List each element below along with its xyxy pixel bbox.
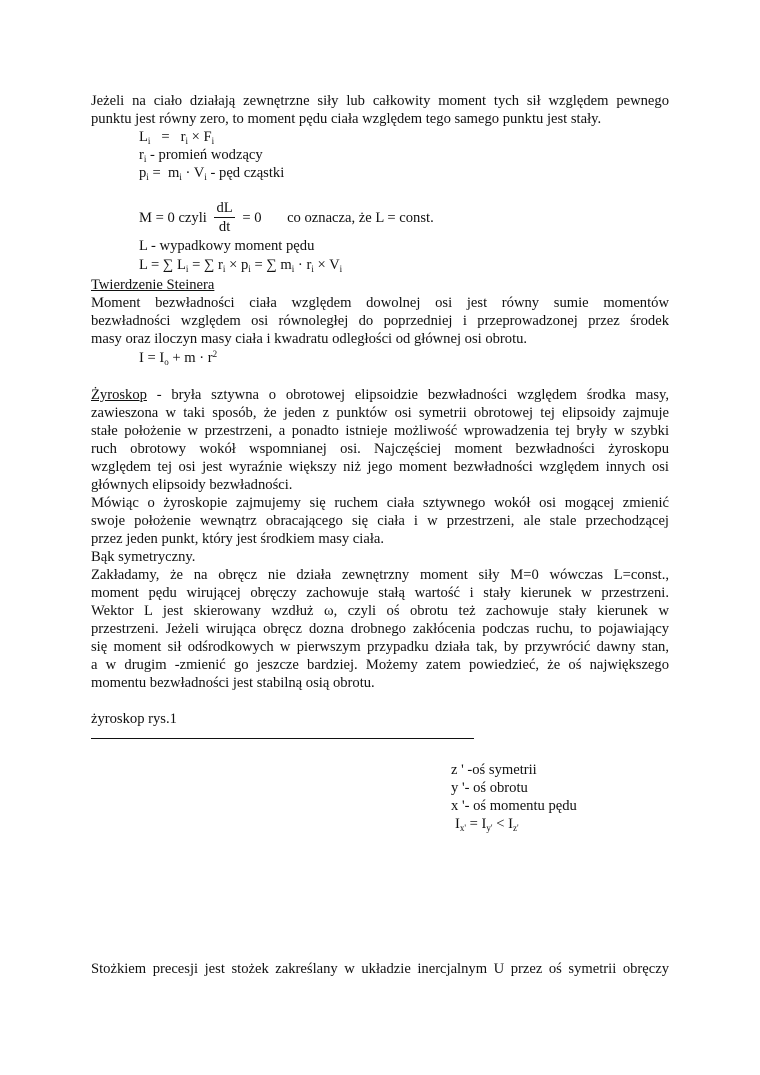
symbol-r: r xyxy=(306,257,312,273)
sub-i: i xyxy=(185,136,188,146)
steiner-line-1: Moment bezwładności ciała względem dowolnej osi jest równy sumie momentów xyxy=(91,295,669,311)
symbol-m: m xyxy=(168,165,180,181)
dot-sign: · xyxy=(185,165,191,181)
sub-i: i xyxy=(146,172,149,182)
symbol-I: I xyxy=(455,816,460,832)
sub-i: i xyxy=(185,264,189,274)
momentum-definition xyxy=(139,164,284,182)
sub-z-prime: z' xyxy=(512,823,519,833)
legend-z-axis: z ' -oś symetrii xyxy=(451,762,537,778)
less-than-sign: < xyxy=(496,816,505,832)
sub-y-prime: y' xyxy=(486,823,493,833)
symbol-p: p xyxy=(240,257,249,273)
steiner-formula-lhs: I = I xyxy=(139,350,165,366)
equals-sign: = xyxy=(254,257,263,273)
conservation-lhs: M = 0 czyli xyxy=(139,209,207,226)
radius-vector-text: - promień wodzący xyxy=(146,147,263,163)
total-momentum-definition: L - wypadkowy moment pędu xyxy=(139,238,315,254)
equals-sign: = xyxy=(192,257,201,273)
gyro-p2-line-1: Mówiąc o żyroskopie zajmujemy się ruchem ciała sztywnego wokół osi mogącej zmienić xyxy=(91,495,669,511)
intro-line-2: punktu jest równy zero, to moment pędu ciała względem tego samego punktu jest stały. xyxy=(91,111,602,127)
legend-y-axis: y '- oś obrotu xyxy=(451,780,528,796)
gyro-p3-line-7: momentu bezwładności jest stabilną osią obrotu. xyxy=(91,675,375,691)
steiner-line-3: masy oraz iloczyn masy ciała i kwadratu odległości od głównej osi obrotu. xyxy=(91,331,528,347)
sub-i: i xyxy=(143,154,147,164)
symbol-r: r xyxy=(139,147,144,163)
cross-sign: × xyxy=(229,257,238,273)
sub-i: i xyxy=(291,264,295,274)
steiner-formula-mid: + m · r xyxy=(168,350,213,366)
symbol-L: L xyxy=(139,257,148,273)
symbol-I: I xyxy=(508,816,513,832)
gyro-p3-line-4: przestrzeni. Jeżeli wirująca obręcz dozna drobnego zakłócenia podczas ruchu, to pojawiający xyxy=(91,621,669,637)
steiner-section xyxy=(91,276,669,348)
legend-x-axis: x '- oś momentu pędu xyxy=(451,798,577,814)
conservation-equation xyxy=(139,200,434,237)
symbol-L: L xyxy=(176,257,186,273)
figure-caption: żyroskop rys.1 xyxy=(91,711,177,727)
inertia-relation xyxy=(451,815,671,833)
fraction-numerator: dL xyxy=(216,200,233,216)
steiner-formula xyxy=(139,349,217,367)
equals-sign: = xyxy=(161,129,170,145)
gyro-line-6: głównych elipsoidy bezwładności. xyxy=(91,477,293,493)
gyroscope-section xyxy=(91,386,669,692)
momentum-sum-equation xyxy=(139,256,342,274)
intro-paragraph xyxy=(91,92,669,128)
gyro-line-3: stałe położenie w przestrzeni, a ponadto istnieje możliwość wprowadzenia tej bryły w szybki xyxy=(91,423,669,439)
gyro-p3-line-3: Wektor L jest skierowany wzdłuż ω, czyli oś obrotu też zachowuje stały kierunek w xyxy=(91,603,669,619)
gyro-term: Żyroskop xyxy=(91,387,147,403)
sigma-sign: ∑ xyxy=(162,257,174,273)
sub-i: i xyxy=(179,172,182,182)
symbol-V: V xyxy=(193,165,205,181)
gyro-p3-line-2: moment pędu wirującej obręczy zachowuje stałą wartość i stały kierunek w przestrzeni. xyxy=(91,585,669,601)
sub-i: i xyxy=(311,264,314,274)
sub-i: i xyxy=(222,264,226,274)
conservation-meaning: co oznacza, że L = const. xyxy=(287,209,434,226)
symbol-r: r xyxy=(180,129,186,145)
dot-sign: · xyxy=(297,257,303,273)
gyro-line-4: ruch obrotowy wokół wspomnianej osi. Najczęściej moment bezwładności żyroskopu xyxy=(91,441,669,457)
momentum-text: - pęd cząstki xyxy=(206,165,285,181)
figure-divider xyxy=(91,738,474,739)
symbol-I: I xyxy=(481,816,487,832)
steiner-line-2: bezwładności względem osi równoległej do poprzedniej i przeprowadzonej przez środek xyxy=(91,313,669,329)
cross-sign: × xyxy=(191,129,200,145)
sub-i: i xyxy=(147,136,151,146)
gyro-p3-line-6: a w drugim -zmienić go jeszcze bardziej. Możemy zatem powiedzieć, że oś największego xyxy=(91,657,669,673)
gyro-p3-line-1: Zakładamy, że na obręcz nie działa zewnętrzny moment siły M=0 wówczas L=const., xyxy=(91,567,669,583)
symmetric-top-heading: Bąk symetryczny. xyxy=(91,549,196,565)
sub-x-prime: x' xyxy=(459,823,466,833)
gyro-p2-line-3: przez jeden punkt, który jest środkiem masy ciała. xyxy=(91,531,385,547)
gyro-p3-line-5: się moment sił odśrodkowych w pierwszym przypadku działa tak, by przywrócić dawny stan, xyxy=(91,639,669,655)
gyro-line-2: zawieszona w taki sposób, że jeden z punktów osi symetrii obrotowej tej elipsoidy zajmuje xyxy=(91,405,669,421)
gyro-line-1 xyxy=(91,386,669,404)
sigma-sign: ∑ xyxy=(266,257,277,273)
symbol-r: r xyxy=(218,257,223,273)
sub-i: i xyxy=(211,136,215,146)
symbol-L: L xyxy=(139,129,148,145)
gyro-p2-line-2: swoje położenie wewnątrz obracającego się ciała i w przestrzeni, ale stale przechodzącej xyxy=(91,513,669,529)
conservation-rhs: = 0 xyxy=(242,209,262,226)
steiner-sup-2: 2 xyxy=(212,349,218,359)
angular-momentum-equation xyxy=(139,128,214,146)
symbol-V: V xyxy=(329,257,340,273)
gyro-line-5: względem tej osi jest wyraźnie większy niż jego moment bezwładności względem innych osi xyxy=(91,459,669,475)
sub-i: i xyxy=(204,172,207,182)
sub-i: i xyxy=(248,264,251,274)
equals-sign: = xyxy=(152,165,161,181)
symbol-F: F xyxy=(203,129,212,145)
precession-cone-line: Stożkiem precesji jest stożek zakreślany w układzie inercjalnym U przez oś symetrii obręczy xyxy=(91,961,669,977)
equals-sign: = xyxy=(151,257,160,273)
gyro-line-1-rest: - bryła sztywna o obrotowej elipsoidzie bezwładności względem środka masy, xyxy=(146,387,669,403)
radius-vector-definition xyxy=(139,146,263,164)
equals-sign: = xyxy=(469,816,478,832)
intro-line-1: Jeżeli na ciało działają zewnętrzne siły lub całkowity moment tych sił względem pewnego xyxy=(91,93,669,109)
derivative-fraction xyxy=(214,200,234,237)
sigma-sign: ∑ xyxy=(203,257,215,273)
steiner-title: Twierdzenie Steinera xyxy=(91,277,215,293)
axes-legend xyxy=(451,761,671,833)
cross-sign: × xyxy=(317,257,326,273)
sub-i: i xyxy=(339,264,343,274)
fraction-denominator: dt xyxy=(218,219,231,235)
symbol-p: p xyxy=(139,165,147,181)
steiner-sub-o: o xyxy=(164,357,169,367)
symbol-m: m xyxy=(280,257,292,273)
